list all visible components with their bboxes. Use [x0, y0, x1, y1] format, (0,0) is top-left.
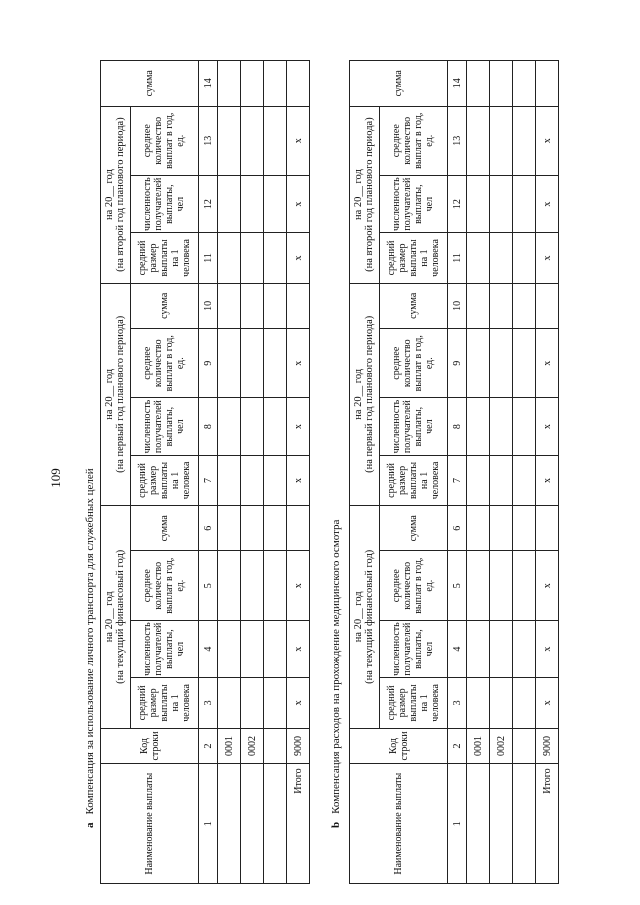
- cell: [513, 61, 536, 107]
- header-avg-qty-3: среднее количество выплат в год, ед.: [379, 106, 447, 175]
- cell-code: 0002: [241, 728, 264, 764]
- header-period-2: на 20__ год (на первый год планового периода): [101, 283, 131, 505]
- cell: [467, 506, 490, 551]
- cell: [490, 233, 513, 283]
- table-row: [199, 61, 218, 884]
- header-avg-size-3: средний размер выплаты на 1 человека: [379, 233, 447, 283]
- header-code: Код строки: [101, 728, 199, 764]
- cell: [264, 175, 287, 232]
- header-avg-size-2: средний размер выплаты на 1 человека: [130, 455, 198, 505]
- cell: [513, 398, 536, 455]
- cell: [536, 506, 559, 551]
- cell: 14: [448, 61, 467, 107]
- table-row: [218, 61, 241, 884]
- cell: [490, 283, 513, 328]
- table-a-caption: [84, 468, 96, 828]
- header-code: Код строки: [350, 728, 448, 764]
- cell: 13: [448, 106, 467, 175]
- cell: [467, 398, 490, 455]
- cell: 8: [448, 398, 467, 455]
- header-avg-qty-2: среднее количество выплат в год, ед.: [379, 329, 447, 398]
- cell: [536, 61, 559, 107]
- cell-name: 1: [199, 764, 218, 884]
- cell: 5: [448, 551, 467, 620]
- header-count-3: численность получателей выплаты, чел: [130, 175, 198, 232]
- cell: [218, 506, 241, 551]
- cell: х: [536, 551, 559, 620]
- cell: [241, 620, 264, 677]
- table-row: [513, 61, 536, 884]
- cell: х: [287, 106, 310, 175]
- cell: [264, 398, 287, 455]
- cell: [513, 551, 536, 620]
- cell: [241, 551, 264, 620]
- table-row: [448, 61, 467, 884]
- cell-code: 2: [199, 728, 218, 764]
- cell: [241, 61, 264, 107]
- cell: 7: [199, 455, 218, 505]
- header-avg-qty-3: среднее количество выплат в год, ед.: [130, 106, 198, 175]
- header-sum-1: сумма: [130, 506, 198, 551]
- header-avg-qty-2: среднее количество выплат в год, ед.: [130, 329, 198, 398]
- cell: [513, 620, 536, 677]
- cell-code: [513, 728, 536, 764]
- cell: [264, 620, 287, 677]
- cell: [264, 283, 287, 328]
- table-b-caption-text: Компенсация расходов на прохождение медицинского осмотра: [330, 519, 342, 814]
- table-b-caption: [330, 520, 342, 828]
- cell-code: 0002: [490, 728, 513, 764]
- cell: [490, 506, 513, 551]
- cell: [241, 678, 264, 728]
- cell: х: [536, 175, 559, 232]
- cell: [467, 233, 490, 283]
- cell-name: [490, 764, 513, 884]
- cell: х: [287, 620, 310, 677]
- header-sum-2: сумма: [130, 283, 198, 328]
- header-period-2: на 20__ год (на первый год планового периода): [350, 283, 380, 505]
- cell: х: [536, 620, 559, 677]
- cell: [490, 106, 513, 175]
- cell: [264, 551, 287, 620]
- cell: [241, 455, 264, 505]
- cell: [264, 61, 287, 107]
- cell: [218, 398, 241, 455]
- cell: х: [287, 455, 310, 505]
- cell: [536, 283, 559, 328]
- cell: х: [536, 106, 559, 175]
- header-count-1: численность получателей выплаты, чел: [130, 620, 198, 677]
- cell: [218, 329, 241, 398]
- header-period-3: на 20__ год (на второй год планового периода): [350, 106, 380, 283]
- cell-code: 9000: [536, 728, 559, 764]
- cell: [467, 61, 490, 107]
- cell: [513, 283, 536, 328]
- cell: [241, 283, 264, 328]
- header-count-2: численность получателей выплаты, чел: [130, 398, 198, 455]
- cell: [264, 678, 287, 728]
- header-name: Наименование выплаты: [350, 764, 448, 884]
- cell-name: 1: [448, 764, 467, 884]
- cell: 12: [199, 175, 218, 232]
- header-avg-size-2: средний размер выплаты на 1 человека: [379, 455, 447, 505]
- header-avg-size-1: средний размер выплаты на 1 человека: [379, 678, 447, 728]
- header-avg-size-3: средний размер выплаты на 1 человека: [130, 233, 198, 283]
- cell: [287, 506, 310, 551]
- cell: [490, 620, 513, 677]
- header-name: Наименование выплаты: [101, 764, 199, 884]
- cell: 11: [448, 233, 467, 283]
- cell: 7: [448, 455, 467, 505]
- cell-name: [241, 764, 264, 884]
- table-row-total: [287, 61, 310, 884]
- cell: [264, 233, 287, 283]
- header-avg-size-1: средний размер выплаты на 1 человека: [130, 678, 198, 728]
- cell: 5: [199, 551, 218, 620]
- header-avg-qty-1: среднее количество выплат в год, ед.: [379, 551, 447, 620]
- cell-code: 9000: [287, 728, 310, 764]
- cell: [218, 620, 241, 677]
- cell: х: [536, 678, 559, 728]
- cell: [467, 329, 490, 398]
- cell: [218, 455, 241, 505]
- cell: [241, 233, 264, 283]
- cell: 6: [199, 506, 218, 551]
- cell: [218, 61, 241, 107]
- cell: х: [287, 175, 310, 232]
- cell: [287, 61, 310, 107]
- header-count-1: численность получателей выплаты, чел: [379, 620, 447, 677]
- cell: 4: [448, 620, 467, 677]
- cell-name: Итого: [536, 764, 559, 884]
- header-period-1: на 20__ год (на текущий финансовый год): [350, 506, 380, 728]
- header-count-3: численность получателей выплаты, чел: [379, 175, 447, 232]
- cell: [287, 283, 310, 328]
- cell: [241, 506, 264, 551]
- cell: [241, 329, 264, 398]
- cell: [490, 678, 513, 728]
- cell: х: [287, 233, 310, 283]
- cell: [513, 678, 536, 728]
- table-a-letter: а: [84, 822, 96, 828]
- header-count-2: численность получателей выплаты, чел: [379, 398, 447, 455]
- cell: [264, 329, 287, 398]
- cell: 14: [199, 61, 218, 107]
- cell: [513, 329, 536, 398]
- header-sum-3: сумма: [350, 61, 448, 107]
- cell-name: [218, 764, 241, 884]
- cell: х: [536, 329, 559, 398]
- cell: х: [536, 233, 559, 283]
- header-sum-2: сумма: [379, 283, 447, 328]
- cell: х: [287, 329, 310, 398]
- cell: х: [287, 398, 310, 455]
- table-b: [349, 60, 559, 884]
- cell: 13: [199, 106, 218, 175]
- cell: [264, 106, 287, 175]
- cell: [467, 620, 490, 677]
- cell: [490, 455, 513, 505]
- cell: [241, 106, 264, 175]
- cell: [218, 106, 241, 175]
- cell-code: 2: [448, 728, 467, 764]
- table-a-grid: [100, 60, 310, 884]
- cell: 9: [448, 329, 467, 398]
- cell: [467, 283, 490, 328]
- cell: х: [287, 551, 310, 620]
- table-b-letter: b: [330, 821, 342, 828]
- cell: 6: [448, 506, 467, 551]
- cell-name: Итого: [287, 764, 310, 884]
- table-row: [490, 61, 513, 884]
- table-a-caption-text: Компенсация за использование личного транспорта для служебных целей: [84, 468, 96, 815]
- cell: [513, 455, 536, 505]
- cell: [490, 551, 513, 620]
- header-avg-qty-1: среднее количество выплат в год, ед.: [130, 551, 198, 620]
- cell-code: [264, 728, 287, 764]
- cell: [467, 551, 490, 620]
- cell: [218, 678, 241, 728]
- header-period-3: на 20__ год (на второй год планового периода): [101, 106, 131, 283]
- cell: [264, 506, 287, 551]
- cell: 8: [199, 398, 218, 455]
- cell: [513, 175, 536, 232]
- table-row: [264, 61, 287, 884]
- cell-code: 0001: [218, 728, 241, 764]
- cell: 3: [199, 678, 218, 728]
- cell: х: [287, 678, 310, 728]
- cell: 10: [448, 283, 467, 328]
- cell-name: [513, 764, 536, 884]
- cell: [241, 175, 264, 232]
- cell: 9: [199, 329, 218, 398]
- cell-name: [467, 764, 490, 884]
- cell: [490, 61, 513, 107]
- header-sum-3: сумма: [101, 61, 199, 107]
- cell: х: [536, 398, 559, 455]
- cell: [218, 175, 241, 232]
- cell: 10: [199, 283, 218, 328]
- cell-code: 0001: [467, 728, 490, 764]
- cell: х: [536, 455, 559, 505]
- cell: 4: [199, 620, 218, 677]
- cell: [490, 398, 513, 455]
- cell: [513, 233, 536, 283]
- table-row-total: [536, 61, 559, 884]
- header-period-1: на 20__ год (на текущий финансовый год): [101, 506, 131, 728]
- table-a: [100, 60, 310, 884]
- cell: [218, 283, 241, 328]
- cell: [218, 551, 241, 620]
- cell: 12: [448, 175, 467, 232]
- cell: [467, 175, 490, 232]
- cell: 3: [448, 678, 467, 728]
- cell: [513, 506, 536, 551]
- cell: [513, 106, 536, 175]
- cell: [467, 678, 490, 728]
- page-number: 109: [48, 468, 63, 488]
- cell: [467, 106, 490, 175]
- header-sum-1: сумма: [379, 506, 447, 551]
- cell: [490, 175, 513, 232]
- table-b-grid: [349, 60, 559, 884]
- cell: [264, 455, 287, 505]
- cell: 11: [199, 233, 218, 283]
- cell: [467, 455, 490, 505]
- cell: [490, 329, 513, 398]
- table-row: [467, 61, 490, 884]
- table-row: [241, 61, 264, 884]
- cell: [241, 398, 264, 455]
- cell-name: [264, 764, 287, 884]
- cell: [218, 233, 241, 283]
